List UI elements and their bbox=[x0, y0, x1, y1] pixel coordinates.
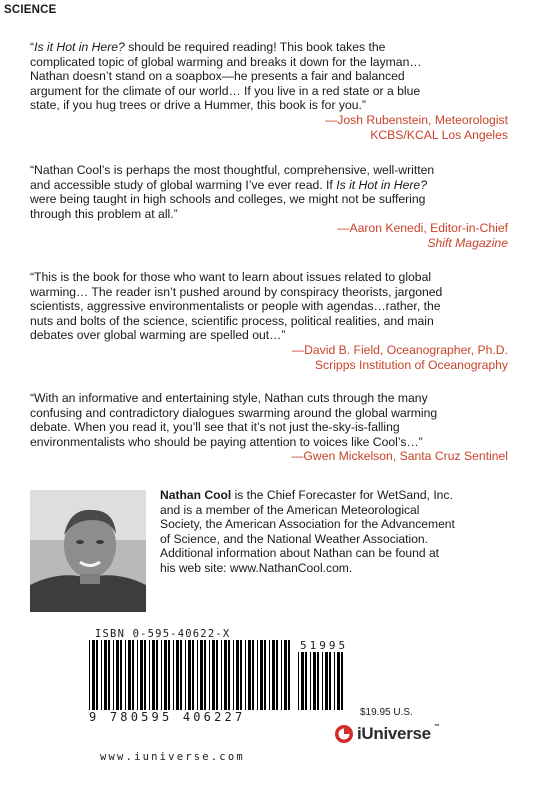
barcode-bar bbox=[245, 640, 246, 710]
barcode-bar bbox=[248, 640, 251, 710]
price: $19.95 U.S. bbox=[360, 707, 413, 718]
barcode-bar bbox=[260, 640, 263, 710]
barcode-bar bbox=[228, 640, 230, 710]
barcode-bar bbox=[149, 640, 150, 710]
attribution-text: —Aaron Kenedi, Editor-in-Chief bbox=[337, 221, 508, 236]
trademark-mark: ™ bbox=[433, 724, 440, 730]
attribution-text: Scripps Institution of Oceanography bbox=[314, 357, 508, 372]
barcode-bar bbox=[168, 640, 170, 710]
quote-text: “ bbox=[30, 40, 35, 54]
barcode-bar bbox=[269, 640, 270, 710]
barcode-bar bbox=[216, 640, 218, 710]
publisher-logo bbox=[334, 722, 440, 746]
barcode-bar bbox=[128, 640, 131, 710]
review-attribution bbox=[30, 221, 508, 236]
barcode-bar bbox=[156, 640, 158, 710]
quote-text: debates over global warming are spelled out…” bbox=[30, 328, 286, 343]
barcode-bar bbox=[284, 640, 287, 710]
addon-number: 51995 bbox=[300, 639, 349, 652]
barcode-bar bbox=[101, 640, 102, 710]
quote-text: and accessible study of global warming I’ve ever read. If bbox=[30, 177, 337, 192]
author-name: Nathan Cool bbox=[160, 488, 232, 502]
barcode-bar bbox=[334, 652, 335, 710]
quote-text: confusing and contradictory dialogues swarming around the global warming bbox=[30, 405, 438, 420]
barcode-bar bbox=[276, 640, 278, 710]
review-3 bbox=[30, 270, 508, 373]
quote-text: scientists, aggressive environmentalists or people with agendas…rather, the bbox=[30, 299, 441, 314]
barcode-bar bbox=[92, 640, 95, 710]
quote-text: should be required reading! This book takes the bbox=[124, 40, 386, 54]
review-attribution bbox=[30, 113, 508, 128]
barcode-bar bbox=[108, 640, 110, 710]
bio-line-6: his web site: www.NathanCool.com. bbox=[160, 560, 353, 575]
quote-text: debate. When you read it, you’ll see that it’s not just the-sky-is-falling bbox=[30, 420, 400, 435]
isbn-label: ISBN 0-595-40622-X bbox=[95, 628, 231, 640]
barcode-bar bbox=[144, 640, 146, 710]
attribution-text: —Gwen Mickelson, Santa Cruz Sentinel bbox=[291, 449, 508, 464]
author-photo bbox=[30, 490, 146, 612]
barcode-bar bbox=[120, 640, 122, 710]
quote-text: nuts and bolts of the science, scientific process, political realities, and main bbox=[30, 313, 434, 328]
review-2 bbox=[30, 163, 508, 251]
barcode-bar bbox=[200, 640, 203, 710]
quote-text: “Nathan Cool’s is perhaps the most thoughtful, comprehensive, well-written bbox=[30, 163, 435, 177]
review-attribution bbox=[30, 358, 508, 373]
barcode-bar bbox=[204, 640, 206, 710]
bio-line-5: Additional information about Nathan can be found at bbox=[160, 546, 440, 561]
barcode-bar bbox=[313, 652, 316, 710]
review-attribution bbox=[30, 343, 508, 358]
review-attribution bbox=[30, 236, 508, 251]
barcode-bar bbox=[305, 652, 307, 710]
barcode-bar bbox=[188, 640, 191, 710]
barcode-bar bbox=[116, 640, 119, 710]
review-attribution bbox=[30, 128, 508, 143]
bio-line-4: of Science, and the National Weather Association. bbox=[160, 531, 429, 546]
quote-text: complicated topic of global warming and breaks it down for the layman… bbox=[30, 54, 422, 69]
barcode-bar bbox=[152, 640, 155, 710]
quote-text: Is it Hot in Here? bbox=[336, 177, 427, 192]
barcode-bar bbox=[236, 640, 239, 710]
barcode-bar bbox=[301, 652, 304, 710]
barcode-bar bbox=[252, 640, 254, 710]
publisher-name: iUniverse bbox=[357, 724, 431, 743]
review-quote bbox=[30, 163, 508, 221]
barcode-bar bbox=[337, 652, 340, 710]
barcode-bar bbox=[264, 640, 266, 710]
ean-number: 9 780595 406227 bbox=[89, 710, 246, 724]
bio-line-1: is the Chief Forecaster for WetSand, Inc. bbox=[231, 488, 453, 502]
quote-text: “With an informative and entertaining style, Nathan cuts through the many bbox=[30, 391, 428, 405]
barcode-bar bbox=[192, 640, 194, 710]
attribution-text: Shift Magazine bbox=[427, 236, 508, 251]
review-quote bbox=[30, 270, 508, 343]
barcode-bar bbox=[209, 640, 210, 710]
barcode-bar bbox=[221, 640, 222, 710]
barcode-bar bbox=[329, 652, 331, 710]
category-label: SCIENCE bbox=[4, 4, 57, 16]
attribution-text: —David B. Field, Oceanographer, Ph.D. bbox=[291, 342, 508, 357]
barcode-bar bbox=[257, 640, 258, 710]
barcode-bar bbox=[125, 640, 126, 710]
barcode-bar bbox=[180, 640, 182, 710]
barcode-bar bbox=[240, 640, 242, 710]
barcode-bar bbox=[272, 640, 275, 710]
review-1 bbox=[30, 40, 508, 143]
bio-line-2: and is a member of the American Meteorological bbox=[160, 502, 420, 517]
quote-text: were being taught in high schools and colleges, we might not be suffering bbox=[30, 192, 426, 207]
author-bio bbox=[160, 488, 515, 576]
barcode-bar bbox=[212, 640, 215, 710]
review-4 bbox=[30, 391, 508, 464]
barcode-bar bbox=[224, 640, 227, 710]
barcode-bar bbox=[176, 640, 179, 710]
review-attribution bbox=[30, 449, 508, 464]
review-quote bbox=[30, 40, 508, 113]
iuniverse-logo-icon bbox=[334, 724, 354, 744]
barcode-bar bbox=[281, 640, 282, 710]
barcode-bar bbox=[322, 652, 323, 710]
barcode-bar bbox=[161, 640, 162, 710]
addon-barcode bbox=[298, 652, 346, 710]
quote-text: “This is the book for those who want to learn about issues related to global bbox=[30, 270, 432, 284]
quote-text: through this problem at all.” bbox=[30, 206, 178, 221]
barcode-bar bbox=[132, 640, 134, 710]
bio-line-3: Society, the American Association for the Advancement bbox=[160, 517, 455, 532]
quote-text: environmentalists who should be paying attention to voices like Cool’s…” bbox=[30, 434, 423, 449]
barcode-bar bbox=[197, 640, 198, 710]
quote-text: Nathan doesn’t stand on a soapbox—he presents a fair and balanced bbox=[30, 69, 405, 84]
barcode-bar bbox=[96, 640, 98, 710]
ean-barcode bbox=[89, 640, 291, 710]
barcode-bar bbox=[325, 652, 328, 710]
barcode-bar bbox=[310, 652, 311, 710]
quote-text: warming… The reader isn’t pushed around by conspiracy theorists, jargoned bbox=[30, 284, 443, 299]
barcode-bar bbox=[137, 640, 138, 710]
barcode-bar bbox=[173, 640, 174, 710]
barcode-bar bbox=[140, 640, 143, 710]
barcode-bar bbox=[104, 640, 107, 710]
barcode-bar bbox=[185, 640, 186, 710]
barcode-bar bbox=[317, 652, 319, 710]
barcode-bar bbox=[113, 640, 114, 710]
barcode-bar bbox=[164, 640, 167, 710]
quote-text: state, if you hug trees or drive a Hummer, this book is for you.” bbox=[30, 98, 366, 113]
publisher-website: www.iuniverse.com bbox=[100, 751, 245, 763]
attribution-text: KCBS/KCAL Los Angeles bbox=[370, 127, 508, 142]
quote-text: Is it Hot in Here? bbox=[34, 40, 125, 54]
barcode-bar bbox=[233, 640, 234, 710]
attribution-text: —Josh Rubenstein, Meteorologist bbox=[325, 112, 508, 127]
barcode-bar bbox=[288, 640, 290, 710]
barcode-bar bbox=[298, 652, 299, 710]
barcode-bar bbox=[341, 652, 343, 710]
review-quote bbox=[30, 391, 508, 449]
barcode-bar bbox=[89, 640, 90, 710]
quote-text: argument for the climate of our world… If you live in a red state or a blue bbox=[30, 83, 421, 98]
